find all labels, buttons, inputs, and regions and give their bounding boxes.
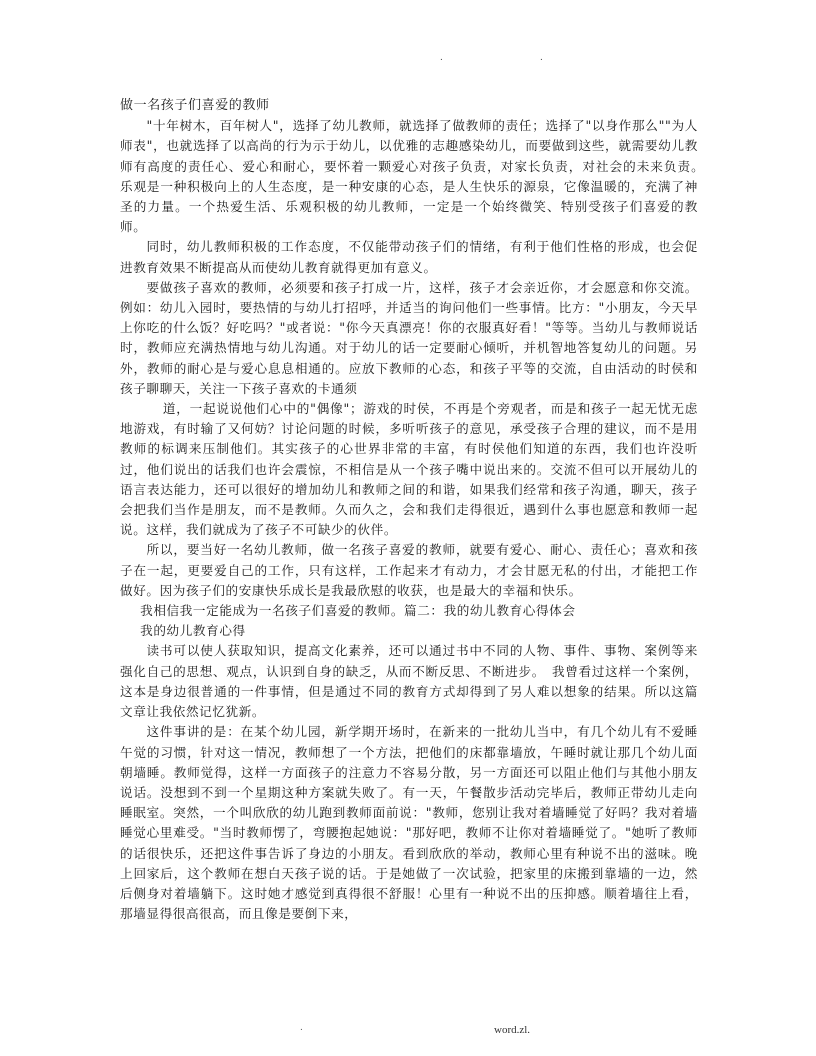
paragraph: 我相信我一定能成为一名孩子们喜爱的教师。篇二：我的幼儿教育心得体会 [140,603,576,619]
paragraph: 同时，幼儿教师积极的工作态度，不仅能带动孩子们的情绪，有利于他们性格的形成，也会促进教育效果不断提高从而使幼儿教育就得更加有意义。 [120,239,698,275]
header-mark-left: . [440,52,443,63]
paragraph: 这件事讲的是：在某个幼儿园，新学期开场时，在新来的一批幼儿当中，有几个幼儿有不爱睡午觉的习惯，针对这一情况，教师想了一个方法，把他们的床都靠墙放，午睡时就让那几个幼儿面朝墙睡。教师觉得，这样一方面孩子的注意力不容易分散，另一方面还可以阻止他们与其他小朋友说话。没想到不到一个星期这种方案就失败了。有一天，午餐散步活动完毕后，教师正带幼儿走向睡眠室。突然，一个叫欣欣的幼儿跑到教师面前说："教师，您别让我对着墙睡觉了好吗？我对着墙睡觉心里难受。"当时教师愣了，弯腰抱起她说："那好吧，教师不让你对着墙睡觉了。"她听了教师的话很快乐，还把这件事告诉了身边的小朋友。看到欣欣的举动，教师心里有种说不出的滋味。晚上回家后，这个教师在想白天孩子说的话。于是她做了一次试验，把家里的床搬到靠墙的一边，然后侧身对着墙躺下。这时她才感觉到真得很不舒服！心里有一种说不出的压抑感。顺着墙往上看，那墙显得很高很高，而且像是要倒下来， [120,724,698,922]
section-heading: 我的幼儿教育心得 [140,623,246,639]
footer-mark: . [300,1022,303,1033]
paragraph: 道，一起说说他们心中的"偶像"；游戏的时侯，不再是个旁观者，而是和孩子一起无忧无虑地游戏，有时输了又何妨？讨论问题的时候，多听听孩子的意见，承受孩子合理的建议，而不是用教师的标调来压制他们。其实孩子的心世界非常的丰富，有时侯他们知道的东西，我们也许没听过，他们说出的话我们也许会震惊，不相信是从一个孩子嘴中说出来的。交流不但可以开展幼儿的语言表达能力，还可以很好的增加幼儿和教师之间的和谐，如果我们经常和孩子沟通，聊天，孩子会把我们当作是朋友，而不是教师。久而久之，会和我们走得很近，遇到什么事也愿意和教师一起说。这样，我们就成为了孩子不可缺少的伙伴。 [120,401,698,538]
footer-text: word.zl. [494,1024,531,1036]
header-mark-right: . [540,52,543,63]
document-title: 做一名孩子们喜爱的教师 [120,98,270,113]
paragraph: "十年树木，百年树人"，选择了幼儿教师，就选择了做教师的责任；选择了"以身作那么""为人师表"，也就选择了以高尚的行为示于幼儿，以优雅的志趣感染幼儿，而要做到这些，就需要幼儿教师有高度的责任心、爱心和耐心，要怀着一颗爱心对孩子负责，对家长负责，对社会的未来负责。 乐观是一种积极向上的人生态度，是一种安康的心态，是人生快乐的源泉，它像温暖的，充满了神圣的力量。一个热爱生活、乐观积极的幼儿教师，一定是一个始终微笑、特别受孩子们喜爱的教师。 [120,118,725,235]
document-body [120,96,725,924]
paragraph: 所以，要当好一名幼儿教师，做一名孩子喜爱的教师，就要有爱心、耐心、责任心；喜欢和孩子在一起，更要爱自己的工作，只有这样，工作起来才有动力，才会甘愿无私的付出，才能把工作做好。因为孩子们的安康快乐成长是我最欣慰的收获，也是最大的幸福和快乐。 [120,542,698,598]
paragraph: 要做孩子喜欢的教师，必须要和孩子打成一片，这样，孩子才会亲近你，才会愿意和你交流。例如：幼儿入园时，要热情的与幼儿打招呼，并适当的询问他们一些事情。比方："小朋友，今天早上你吃的什么饭？好吃吗？"或者说："你今天真漂亮！你的衣服真好看！"等等。当幼儿与教师说话时，教师应充满热情地与幼儿沟通。对于幼儿的话一定要耐心倾听，并机智地答复幼儿的问题。另外，教师的耐心是与爱心息息相通的。应放下教师的心态，和孩子平等的交流，自由活动的时侯和孩子聊聊天，关注一下孩子喜欢的卡通须 [120,279,698,396]
paragraph: 读书可以使人获取知识，提高文化素养，还可以通过书中不同的人物、事件、事物、案例等来强化自己的思想、观点，认识到自身的缺乏，从而不断反思、不断进步。 我曾看过这样一个案例，这本是身边很普通的一件事情，但是通过不同的教育方式却得到了另人难以想象的结果。所以这篇文章让我依然记忆犹新。 [120,643,698,720]
